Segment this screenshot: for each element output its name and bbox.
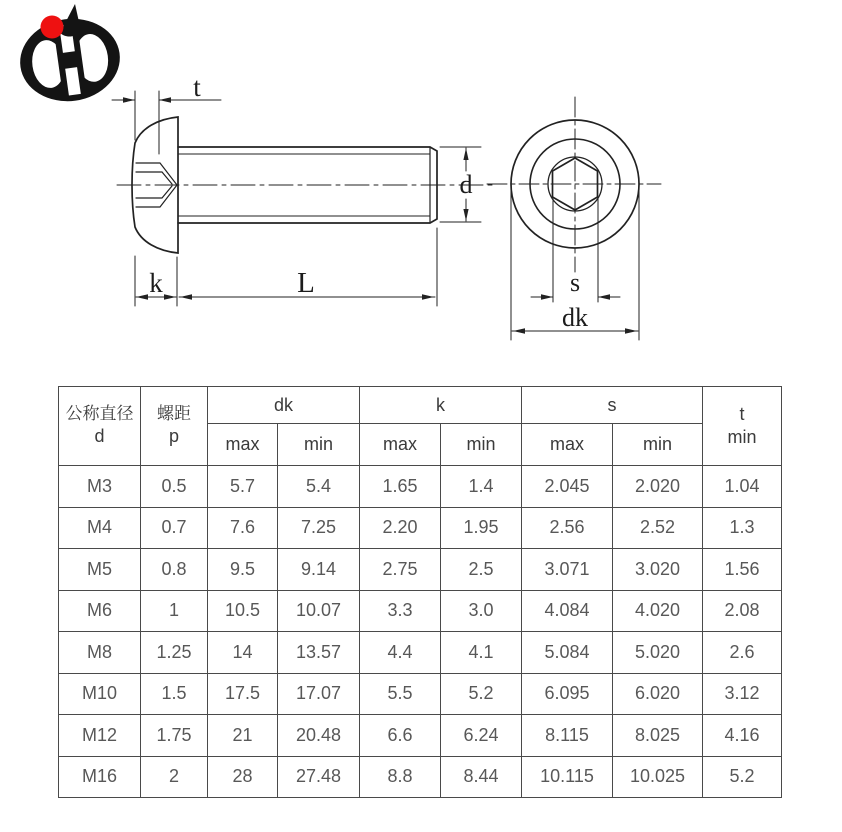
header-nominal-diameter [59, 387, 141, 466]
header-dk-min: min [278, 424, 360, 466]
table-row [59, 632, 782, 674]
table-cell: 6.6 [360, 715, 441, 757]
table-cell: 4.16 [703, 715, 782, 757]
table-cell: 8.115 [522, 715, 613, 757]
table-cell: 10.115 [522, 756, 613, 798]
table-cell: 20.48 [278, 715, 360, 757]
spec-table-body [59, 466, 782, 798]
table-cell: 1.25 [141, 632, 208, 674]
table-cell: 5.020 [613, 632, 703, 674]
table-cell: 0.5 [141, 466, 208, 508]
table-cell: 10.07 [278, 590, 360, 632]
table-cell: 1.75 [141, 715, 208, 757]
table-cell: 4.4 [360, 632, 441, 674]
table-cell: 7.6 [208, 507, 278, 549]
header-k-max: max [360, 424, 441, 466]
table-cell: 5.7 [208, 466, 278, 508]
table-cell: 2.5 [441, 549, 522, 591]
header-k-group: k [360, 387, 522, 424]
header-nominal-diameter-cn: 公称直径 [65, 404, 134, 424]
dim-label-L: L [297, 267, 315, 299]
header-pitch-cn: 螺距 [157, 404, 191, 424]
table-cell: 5.084 [522, 632, 613, 674]
dim-label-k: k [149, 268, 163, 298]
table-cell: 27.48 [278, 756, 360, 798]
dim-label-d: d [459, 170, 473, 199]
header-pitch [141, 387, 208, 466]
table-cell: 5.5 [360, 673, 441, 715]
header-s-group: s [522, 387, 703, 424]
table-cell: 2.045 [522, 466, 613, 508]
table-cell: M16 [59, 756, 141, 798]
technical-drawing [0, 0, 842, 365]
table-cell: 6.24 [441, 715, 522, 757]
table-cell: 6.095 [522, 673, 613, 715]
table-row [59, 466, 782, 508]
dim-label-dk: dk [562, 303, 588, 332]
table-cell: M6 [59, 590, 141, 632]
table-cell: 2.56 [522, 507, 613, 549]
table-cell: 5.2 [703, 756, 782, 798]
table-cell: 3.071 [522, 549, 613, 591]
table-cell: 0.7 [141, 507, 208, 549]
table-cell: 6.020 [613, 673, 703, 715]
table-cell: 2 [141, 756, 208, 798]
table-cell: 1.3 [703, 507, 782, 549]
header-s-min: min [613, 424, 703, 466]
dimension-t [112, 91, 221, 154]
dimensions-table [58, 386, 782, 798]
table-cell: 14 [208, 632, 278, 674]
dim-label-s: s [569, 268, 581, 297]
table-cell: 10.5 [208, 590, 278, 632]
table-cell: M12 [59, 715, 141, 757]
table-row [59, 673, 782, 715]
table-cell: 1 [141, 590, 208, 632]
table-cell: 17.5 [208, 673, 278, 715]
logo-red-dot [41, 16, 64, 39]
table-row [59, 507, 782, 549]
table-cell: 3.020 [613, 549, 703, 591]
table-cell: 10.025 [613, 756, 703, 798]
header-t-sub: min [727, 427, 757, 447]
table-cell: 8.44 [441, 756, 522, 798]
header-k-min: min [441, 424, 522, 466]
table-cell: M10 [59, 673, 141, 715]
table-cell: 1.04 [703, 466, 782, 508]
table-cell: 8.025 [613, 715, 703, 757]
table-cell: 2.08 [703, 590, 782, 632]
table-cell: 17.07 [278, 673, 360, 715]
header-dk-max: max [208, 424, 278, 466]
table-cell: 2.6 [703, 632, 782, 674]
table-cell: 8.8 [360, 756, 441, 798]
header-nominal-diameter-symbol: d [94, 426, 105, 447]
header-t-symbol: t [739, 403, 745, 424]
table-cell: M5 [59, 549, 141, 591]
table-cell: 13.57 [278, 632, 360, 674]
table-cell: 3.3 [360, 590, 441, 632]
table-row [59, 756, 782, 798]
table-row [59, 715, 782, 757]
table-cell: 3.12 [703, 673, 782, 715]
table-cell: 5.4 [278, 466, 360, 508]
table-cell: 1.95 [441, 507, 522, 549]
table-cell: 9.5 [208, 549, 278, 591]
table-cell: 2.020 [613, 466, 703, 508]
table-cell: 28 [208, 756, 278, 798]
table-cell: 3.0 [441, 590, 522, 632]
table-cell: M3 [59, 466, 141, 508]
table-cell: 5.2 [441, 673, 522, 715]
table-cell: 1.5 [141, 673, 208, 715]
table-cell: 2.20 [360, 507, 441, 549]
table-cell: M4 [59, 507, 141, 549]
table-cell: 4.1 [441, 632, 522, 674]
table-cell: 4.020 [613, 590, 703, 632]
screw-side-view [112, 72, 497, 306]
company-logo [15, 4, 125, 108]
table-cell: 0.8 [141, 549, 208, 591]
dim-label-t: t [193, 72, 201, 102]
table-cell: 1.65 [360, 466, 441, 508]
screw-front-view [487, 97, 661, 340]
header-t-min [703, 387, 782, 466]
table-cell: 2.52 [613, 507, 703, 549]
header-pitch-symbol: p [168, 426, 179, 447]
table-row [59, 590, 782, 632]
table-cell: 9.14 [278, 549, 360, 591]
header-s-max: max [522, 424, 613, 466]
table-cell: 7.25 [278, 507, 360, 549]
table-cell: M8 [59, 632, 141, 674]
table-cell: 2.75 [360, 549, 441, 591]
header-dk-group: dk [208, 387, 360, 424]
table-row [59, 549, 782, 591]
table-cell: 4.084 [522, 590, 613, 632]
table-cell: 1.4 [441, 466, 522, 508]
table-cell: 21 [208, 715, 278, 757]
table-cell: 1.56 [703, 549, 782, 591]
